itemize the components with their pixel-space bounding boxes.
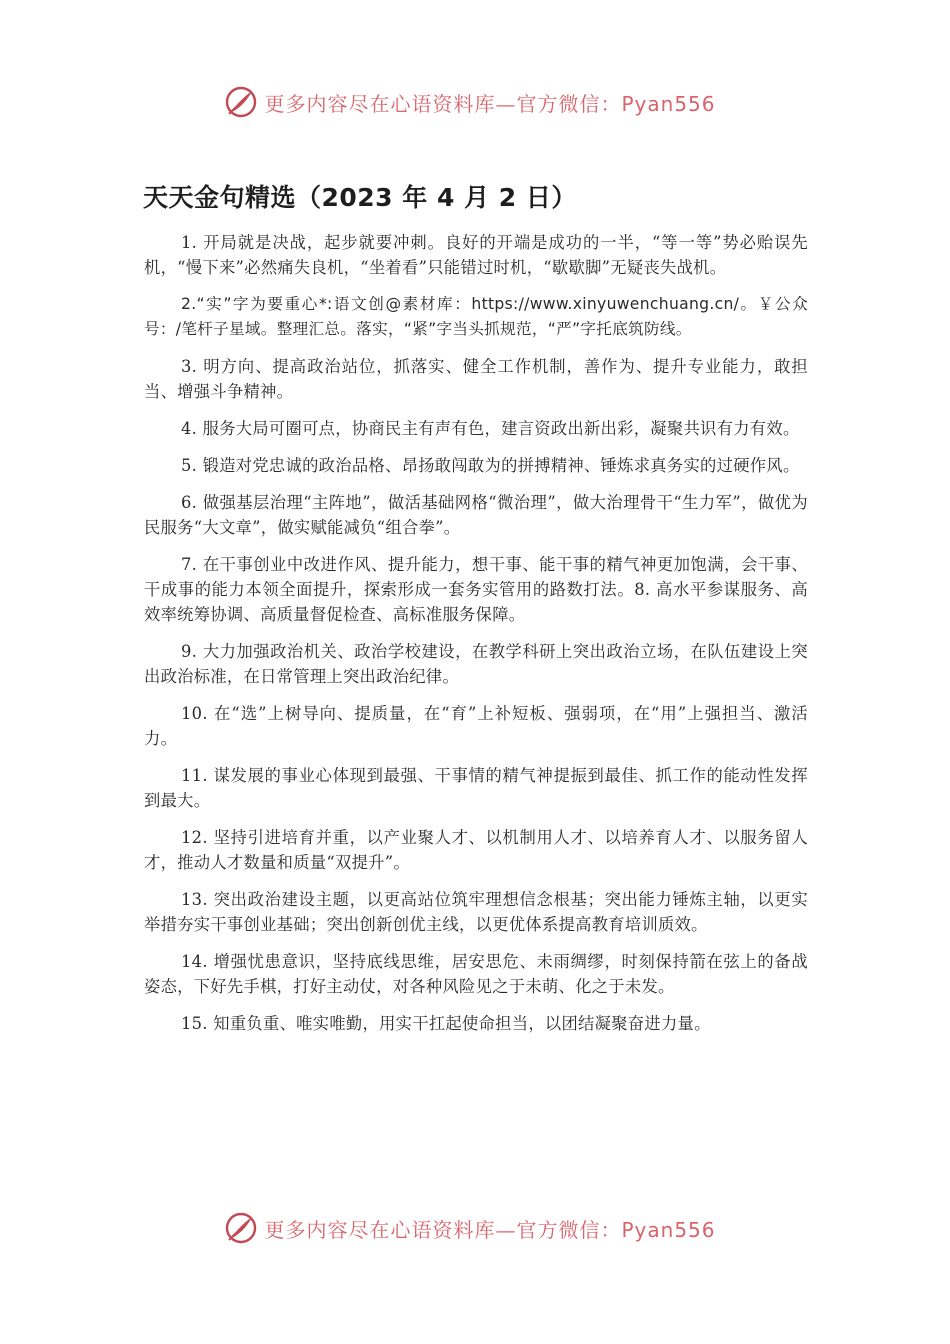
- header-banner-content: [224, 85, 715, 119]
- paragraph-13: 13. 突出政治建设主题，以更高站位筑牢理想信念根基；突出能力锤炼主轴，以更实举措夯实干事创业基础；突出创新创优主线，以更优体系提高教育培训质效。: [144, 890, 808, 934]
- paragraph-9: 9. 大力加强政治机关、政治学校建设，在教学科研上突出政治立场，在队伍建设上突出政治标准，在日常管理上突出政治纪律。: [144, 642, 808, 686]
- document-title: 天天金句精选（2023 年 4 月 2 日）: [143, 183, 577, 212]
- footer-banner-content: [224, 1211, 715, 1245]
- header-banner: [0, 82, 950, 122]
- paragraph-15: 15. 知重负重、唯实唯勤，用实干扛起使命担当，以团结凝聚奋进力量。: [181, 1014, 711, 1033]
- quill-logo-icon: [224, 1211, 258, 1245]
- paragraph-11: 11. 谋发展的事业心体现到最强、干事情的精气神提振到最佳、抓工作的能动性发挥到最大。: [144, 766, 808, 810]
- quill-logo-icon: [224, 85, 258, 119]
- paragraph-12: 12. 坚持引进培育并重，以产业聚人才、以机制用人才、以培养育人才、以服务留人才，推动人才数量和质量“双提升”。: [144, 828, 808, 872]
- paragraph-7: 7. 在干事创业中改进作风、提升能力，想干事、能干事的精气神更加饱满，会干事、干成事的能力本领全面提升，探索形成一套务实管用的路数打法。8. 高水平参谋服务、高效率统筹协调、高质量督促检查、高标准服务保障。: [144, 555, 808, 624]
- paragraph-5: 5. 锻造对党忠诚的政治品格、昂扬敢闯敢为的拼搏精神、锤炼求真务实的过硬作风。: [181, 456, 800, 475]
- paragraph-14: 14. 增强忧患意识，坚持底线思维，居安思危、未雨绸缪，时刻保持箭在弦上的备战姿态，下好先手棋，打好主动仗，对各种风险见之于未萌、化之于未发。: [144, 952, 808, 996]
- paragraph-6: 6. 做强基层治理“主阵地”，做活基础网格“微治理”，做大治理骨干“生力军”，做优为民服务“大文章”，做实赋能减负“组合拳”。: [144, 493, 808, 537]
- document-body: [144, 230, 808, 1048]
- header-wechat-id: Pyan556: [621, 91, 716, 116]
- header-banner-label: [264, 88, 715, 117]
- header-banner-text: 更多内容尽在心语资料库—官方微信：: [264, 91, 622, 116]
- footer-banner-label: [264, 1214, 715, 1243]
- paragraph-2: 2.“实”字为要重心*:语文创@素材库：https://www.xinyuwenchuang.cn/。￥公众号：/笔杆子星域。整理汇总。落实，“紧”字当头抓规范，“严”字托底筑防线。: [144, 295, 808, 338]
- paragraph-10: 10. 在“选”上树导向、提质量，在“育”上补短板、强弱项，在“用”上强担当、激活力。: [144, 704, 808, 748]
- footer-banner: [0, 1208, 950, 1248]
- paragraph-4: 4. 服务大局可圈可点，协商民主有声有色，建言资政出新出彩，凝聚共识有力有效。: [181, 419, 800, 438]
- footer-banner-text: 更多内容尽在心语资料库—官方微信：: [264, 1217, 622, 1242]
- paragraph-3: 3. 明方向、提高政治站位，抓落实、健全工作机制，善作为、提升专业能力，敢担当、增强斗争精神。: [144, 357, 808, 401]
- footer-wechat-id: Pyan556: [621, 1217, 716, 1242]
- paragraph-1: 1. 开局就是决战，起步就要冲刺。良好的开端是成功的一半，“等一等”势必贻误先机，“慢下来”必然痛失良机，“坐着看”只能错过时机，“歇歇脚”无疑丧失战机。: [144, 233, 808, 277]
